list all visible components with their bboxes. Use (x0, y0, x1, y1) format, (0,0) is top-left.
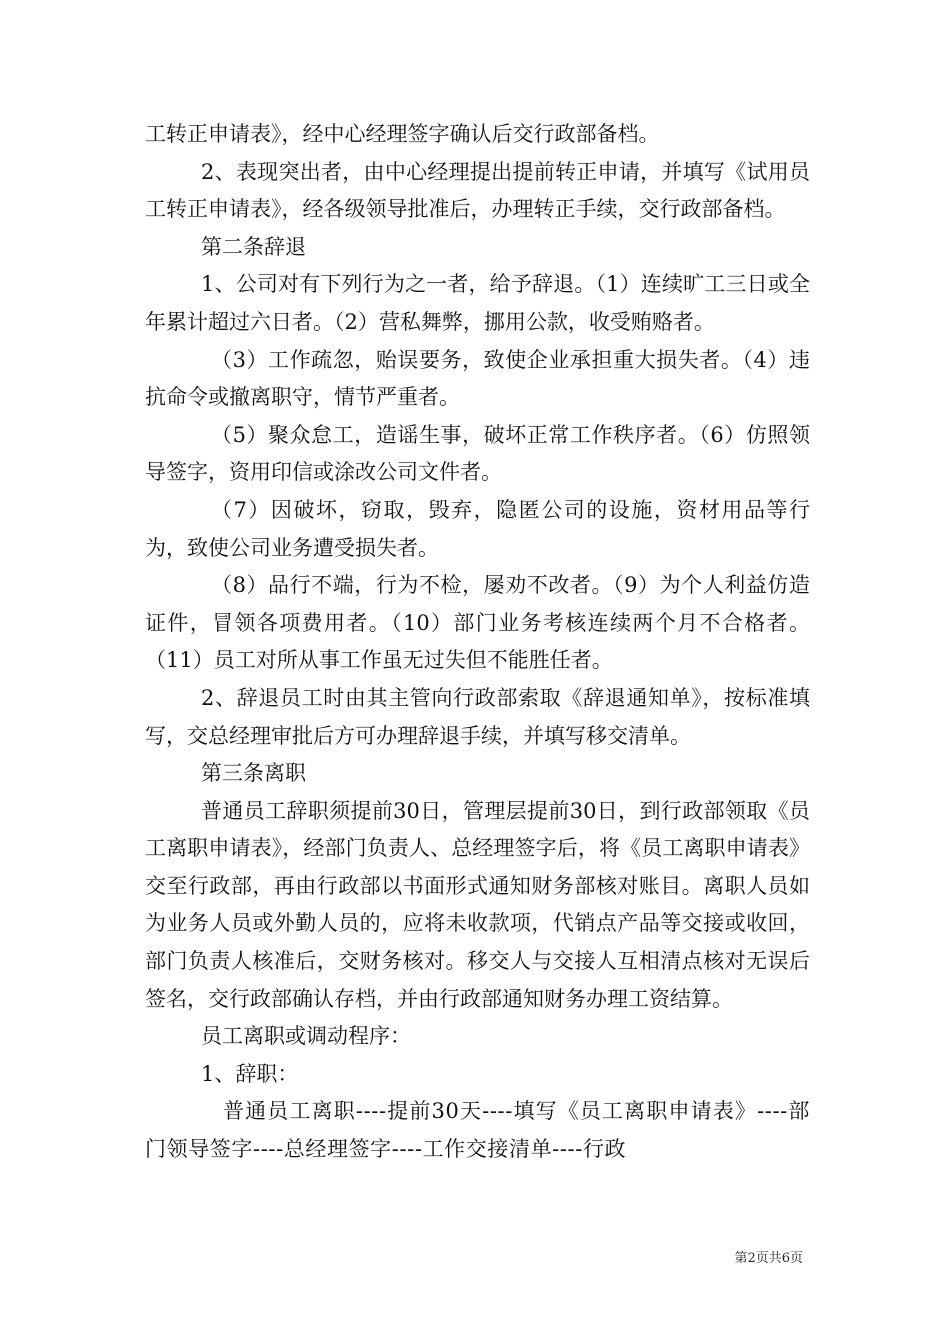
paragraph-procedure-heading: 员工离职或调动程序： (201, 1024, 411, 1049)
paragraph-dismissal-rules: 1、公司对有下列行为之一者，给予辞退。（1）连续旷工三日或全年累计超过六日者。（2）营私舞弊，挪用公款，收受贿赂者。 (145, 272, 810, 334)
document-body (145, 116, 810, 1169)
paragraph-dismissal-7: （7）因破坏，窃取，毁弃，隐匿公司的设施，资材用品等行为，致使公司业务遭受损失者。 (145, 497, 810, 560)
paragraph-dismissal-procedure: 2、辞退员工时由其主管向行政部索取《辞退通知单》，按标准填写，交总经理审批后方可办理辞退手续，并填写移交清单。 (145, 685, 810, 748)
paragraph-resignation-rules: 普通员工辞职须提前30日，管理层提前30日，到行政部领取《员工离职申请表》，经部门负责人、总经理签字后，将《员工离职申请表》交至行政部，再由行政部以书面形式通知财务部核对账目。离职人员如为业务人员或外勤人员的，应将未收款项，代销点产品等交接或收回，部门负责人核准后，交财务核对。移交人与交接人互相清点核对无误后签名，交行政部确认存档，并由行政部通知财务办理工资结算。 (145, 798, 810, 1011)
paragraph-early-confirmation: 2、表现突出者，由中心经理提出提前转正申请，并填写《试用员工转正申请表》，经各级领导批准后，办理转正手续，交行政部备档。 (145, 159, 810, 222)
paragraph-dismissal-8-11: （8）品行不端，行为不检，屡劝不改者。（9）为个人利益仿造证件，冒领各项费用者。（10）部门业务考核连续两个月不合格者。（11）员工对所从事工作虽无过失但不能胜任者。 (145, 573, 810, 673)
paragraph-resign-flow: 普通员工离职----提前30天----填写《员工离职申请表》----部门领导签字----总经理签字----工作交接清单----行政 (145, 1099, 810, 1162)
section-heading-dismissal: 第二条辞退 (201, 234, 306, 259)
paragraph-dismissal-3-4: （3）工作疏忽，贻误要务，致使企业承担重大损失者。（4）违抗命令或撤离职守，情节严重者。 (145, 347, 810, 410)
paragraph-resign-label: 1、辞职： (201, 1061, 299, 1086)
page-number: 第2页共6页 (734, 1251, 803, 1266)
paragraph-continuation: 工转正申请表》，经中心经理签字确认后交行政部备档。 (145, 122, 660, 146)
section-heading-resignation: 第三条离职 (201, 761, 306, 786)
paragraph-dismissal-5-6: （5）聚众怠工，造谣生事，破坏正常工作秩序者。（6）仿照领导签字，资用印信或涂改公司文件者。 (145, 422, 810, 485)
